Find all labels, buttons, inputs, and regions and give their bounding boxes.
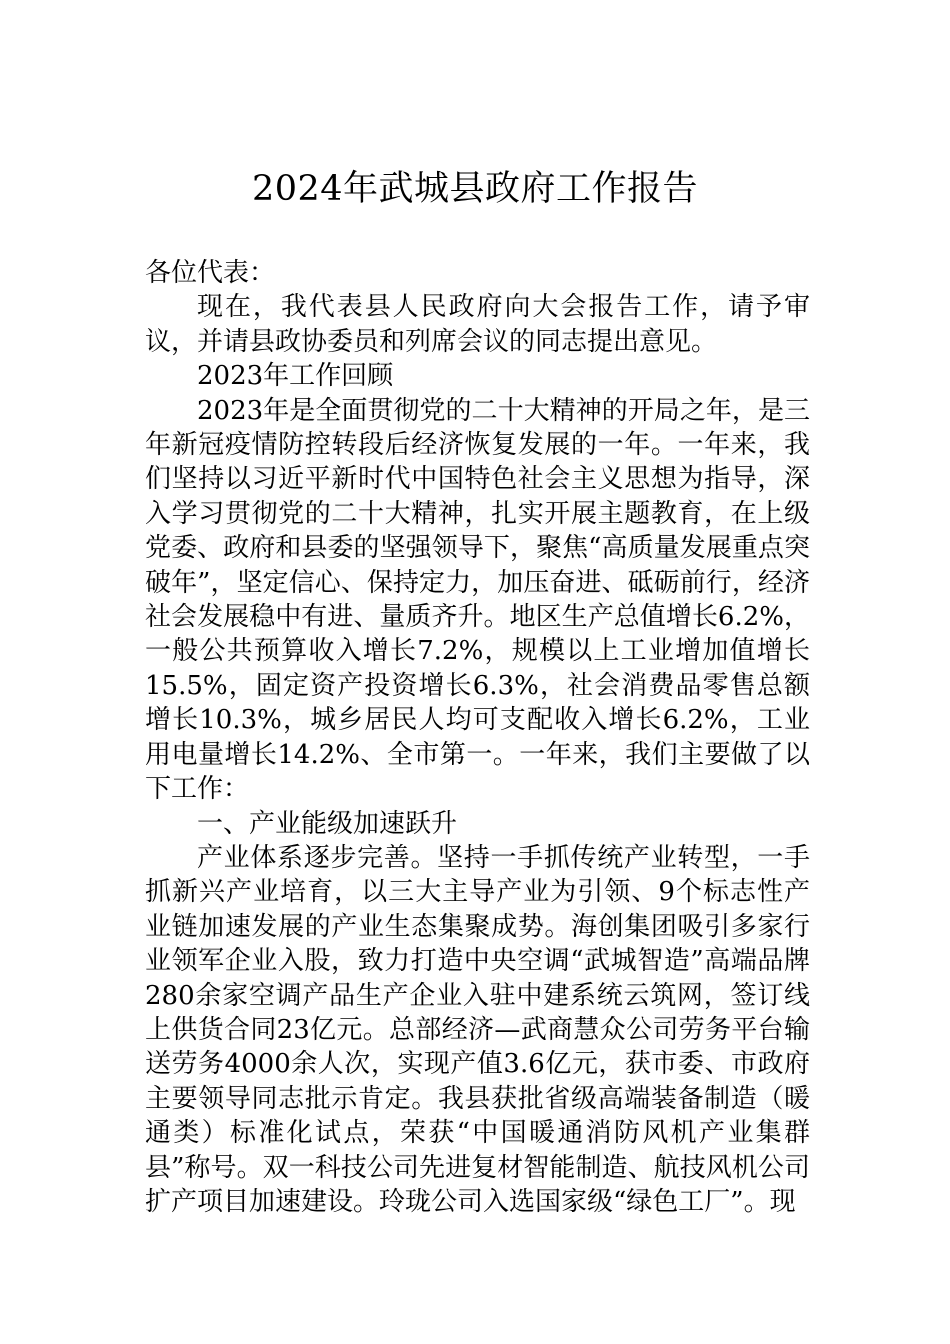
salutation: 各位代表： bbox=[145, 258, 276, 288]
opening-paragraph: 现在，我代表县人民政府向大会报告工作，请予审议，并请县政协委员和列席会议的同志提出意见。 bbox=[145, 292, 810, 357]
industry-paragraph: 产业体系逐步完善。坚持一手抓传统产业转型，一手抓新兴产业培育，以三大主导产业为引领、9个标志性产业链加速发展的产业生态集聚成势。海创集团吸引多家行业领军企业入股，致力打造中央空调“武城智造”高端品牌280余家空调产品生产企业入驻中建系统云筑网，签订线上供货合同23亿元。总部经济—武商慧众公司劳务平台输送劳务4000余人次，实现产值3.6亿元，获市委、市政府主要领导同志批示肯定。我县获批省级高端装备制造（暖通类）标准化试点，荣获“中国暖通消防风机产业集群县”称号。双一科技公司先进复材智能制造、航技风机公司扩产项目加速建设。玲珑公司入选国家级“绿色工厂”。现 bbox=[145, 842, 810, 1217]
review-paragraph: 2023年是全面贯彻党的二十大精神的开局之年，是三年新冠疫情防控转段后经济恢复发展的一年。一年来，我们坚持以习近平新时代中国特色社会主义思想为指导，深入学习贯彻党的二十大精神，扎实开展主题教育，在上级党委、政府和县委的坚强领导下，聚焦“高质量发展重点突破年”，坚定信心、保持定力，加压奋进、砥砺前行，经济社会发展稳中有进、量质齐升。地区生产总值增长6.2%，一般公共预算收入增长7.2%，规模以上工业增加值增长15.5%，固定资产投资增长6.3%，社会消费品零售总额增长10.3%，城乡居民人均可支配收入增长6.2%，工业用电量增长14.2%、全市第一。一年来，我们主要做了以下工作： bbox=[145, 395, 810, 805]
section-heading-industry: 一、产业能级加速跃升 bbox=[197, 808, 458, 839]
section-heading-review: 2023年工作回顾 bbox=[197, 361, 394, 392]
document-body bbox=[145, 256, 810, 1219]
document-title: 2024年武城县政府工作报告 bbox=[251, 169, 699, 209]
